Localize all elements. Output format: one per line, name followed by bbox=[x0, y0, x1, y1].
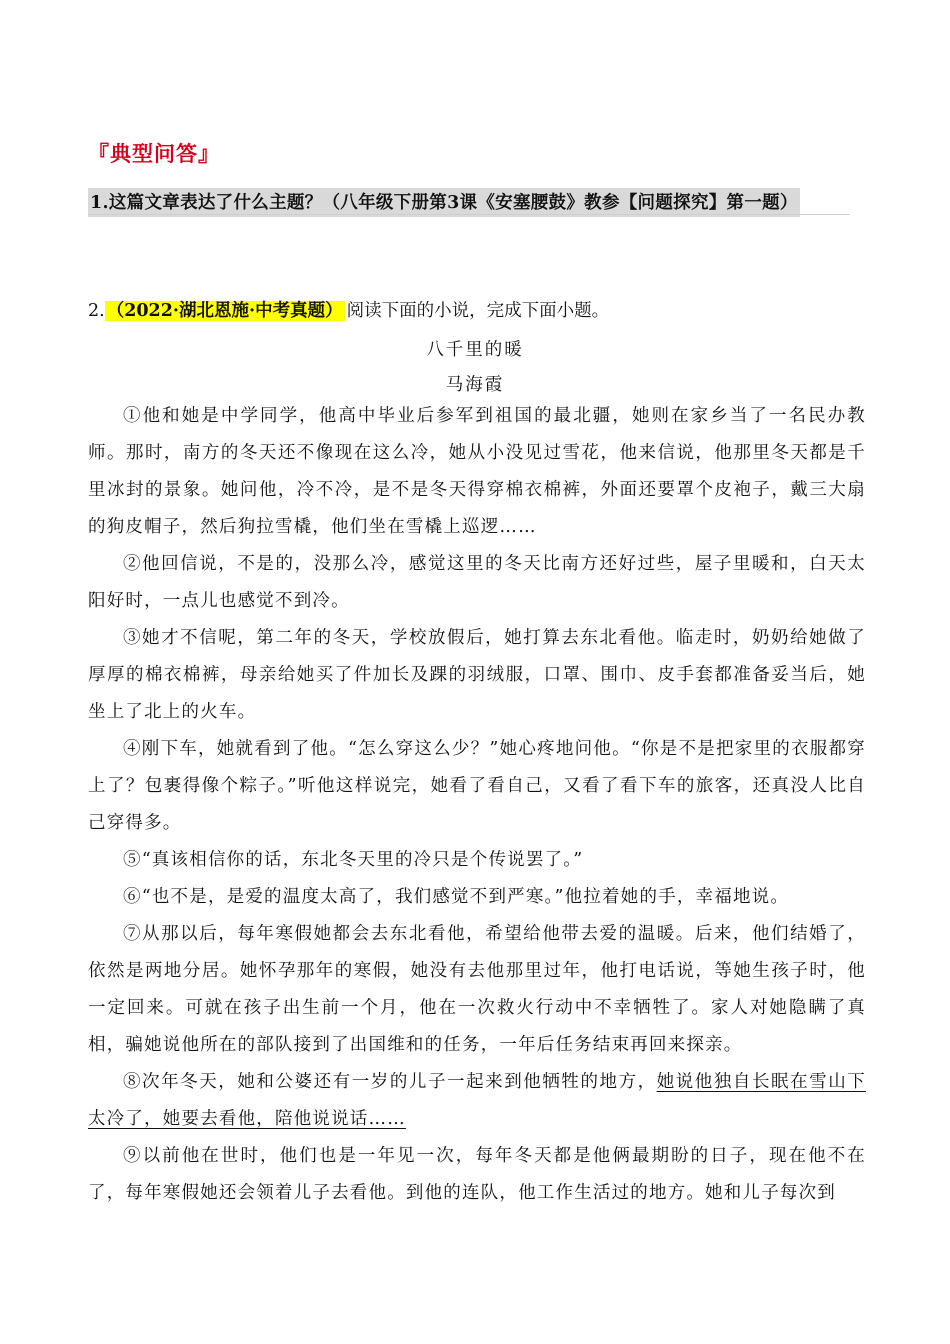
story-body bbox=[88, 398, 866, 1212]
paragraph-6: ⑥“也不是，是爱的温度太高了，我们感觉不到严寒。”他拉着她的手，幸福地说。 bbox=[123, 887, 790, 907]
story-author: 马海霞 bbox=[445, 375, 505, 395]
underlined-sentence: 她说他独自长眠在雪山下太冷了，她要去看他，陪他说说话…… bbox=[88, 1072, 866, 1129]
section-heading: 『典型问答』 bbox=[88, 141, 220, 166]
question-2-prompt: 阅读下面的小说，完成下面小题。 bbox=[346, 301, 610, 321]
question-2-number: 2. bbox=[88, 301, 105, 321]
paragraph-5: ⑤“真该相信你的话，东北冬天里的冷只是个传说罢了。” bbox=[123, 850, 584, 870]
story-title: 八千里的暖 bbox=[426, 340, 524, 360]
paragraph-8-text: ⑧次年冬天，她和公婆还有一岁的儿子一起来到他牺牲的地方， bbox=[123, 1072, 657, 1092]
question-1: 1.这篇文章表达了什么主题？（八年级下册第3课《安塞腰鼓》教参【问题探究】第一题） bbox=[88, 188, 800, 217]
question-2-source: （2022·湖北恩施·中考真题） bbox=[106, 301, 343, 321]
question-2 bbox=[88, 297, 609, 322]
paragraph-9: ⑨以前他在世时，他们也是一年见一次，每年冬天都是他俩最期盼的日子，现在他不在了，每年寒假她还会领着儿子去看他。到他的连队，他工作生活过的地方。她和儿子每次到 bbox=[88, 1146, 866, 1203]
divider bbox=[88, 214, 850, 215]
paragraph-7: ⑦从那以后，每年寒假她都会去东北看他，希望给他带去爱的温暖。后来，他们结婚了，依然是两地分居。她怀孕那年的寒假，她没有去他那里过年，他打电话说，等她生孩子时，他一定回来。可就在孩子出生前一个月，他在一次救火行动中不幸牺牲了。家人对她隐瞒了真相，骗她说他所在的部队接到了出国维和的任务，一年后任务结束再回来探亲。 bbox=[88, 924, 866, 1055]
paragraph-1: ①他和她是中学同学，他高中毕业后参军到祖国的最北疆，她则在家乡当了一名民办教师。那时，南方的冬天还不像现在这么冷，她从小没见过雪花，他来信说，他那里冬天都是千里冰封的景象。她问他，冷不冷，是不是冬天得穿棉衣棉裤，外面还要罩个皮袍子，戴三大扇的狗皮帽子，然后狗拉雪橇，他们坐在雪橇上巡逻…… bbox=[88, 406, 866, 537]
paragraph-3: ③她才不信呢，第二年的冬天，学校放假后，她打算去东北看他。临走时，奶奶给她做了厚厚的棉衣棉裤，母亲给她买了件加长及踝的羽绒服，口罩、围巾、皮手套都准备妥当后，她坐上了北上的火车。 bbox=[88, 628, 866, 722]
paragraph-2: ②他回信说，不是的，没那么冷，感觉这里的冬天比南方还好过些，屋子里暖和，白天太阳好时，一点儿也感觉不到冷。 bbox=[88, 554, 866, 611]
paragraph-4: ④刚下车，她就看到了他。“怎么穿这么少？”她心疼地问他。“你是不是把家里的衣服都穿上了？包裹得像个粽子。”听他这样说完，她看了看自己，又看了看下车的旅客，还真没人比自己穿得多。 bbox=[88, 739, 866, 833]
paragraph-8 bbox=[88, 1064, 866, 1138]
